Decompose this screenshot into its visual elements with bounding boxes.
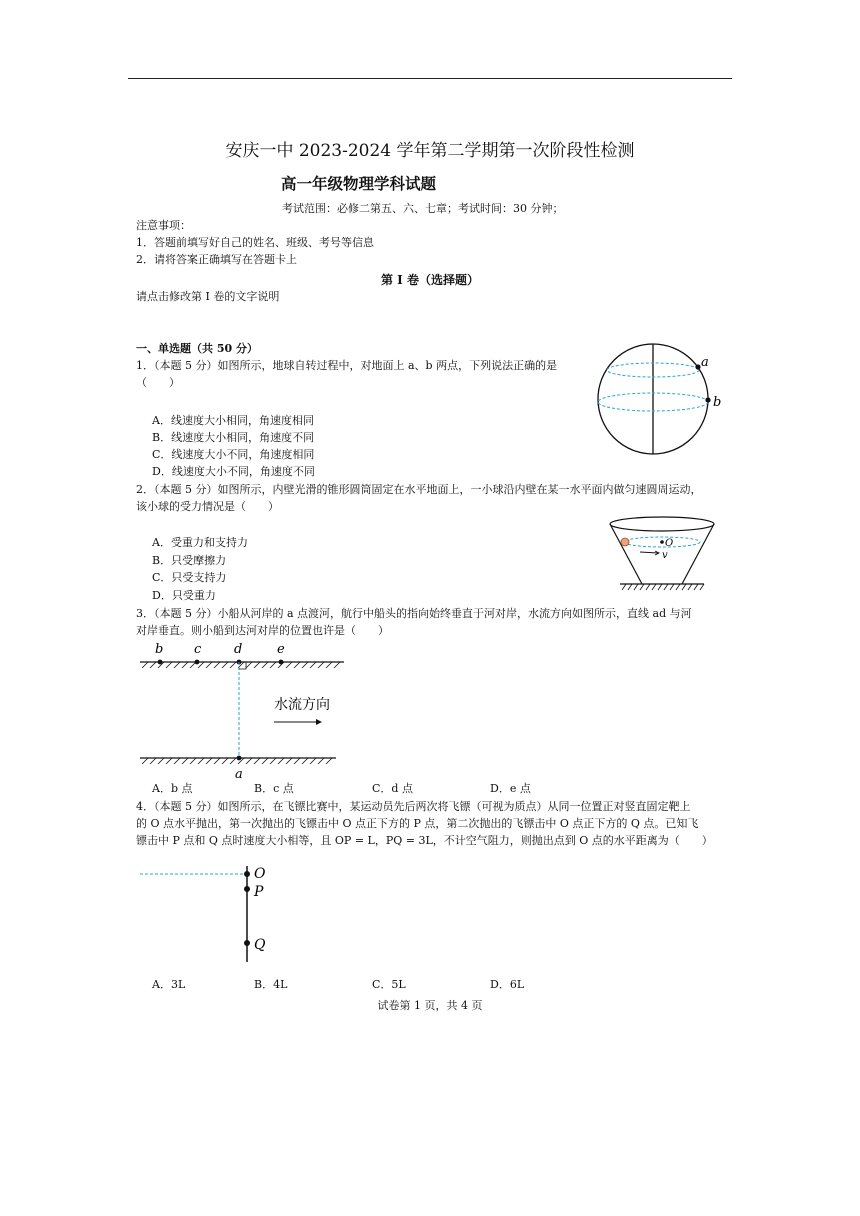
label-e: e [277,642,285,657]
earth-diagram [590,342,730,462]
q1-option-b[interactable]: B．线速度大小相同，角速度不同 [152,431,315,444]
label-c: c [194,642,202,657]
label-o: O [254,866,266,882]
exam-subtitle: 高一年级物理学科试题 [281,174,437,193]
flow-label: 水流方向 [274,697,330,713]
q2-option-a[interactable]: A．受重力和支持力 [152,536,248,549]
q3-option-b[interactable]: B．c 点 [254,782,294,795]
label-a: a [701,355,709,370]
q1-stem: 1．（本题 5 分）如图所示，地球自转过程中，对地面上 a、b 两点，下列说法正确的是 [136,359,558,372]
note-item: 1．答题前填写好自己的姓名、班级、考号等信息 [136,236,374,249]
label-a: a [235,767,243,782]
q2-option-c[interactable]: C．只受支持力 [152,571,227,584]
q3-stem-cont: 对岸垂直。则小船到达河对岸的位置也许是（ ） [136,624,389,637]
q4-option-d[interactable]: D．6L [490,978,525,991]
q1-option-a[interactable]: A．线速度大小相同，角速度相同 [152,414,314,427]
q1-stem-cont: （ ） [136,376,180,389]
label-b: b [713,395,722,410]
q4-option-b[interactable]: B．4L [254,978,288,991]
q3-option-c[interactable]: C．d 点 [372,782,413,795]
q3-stem: 3．（本题 5 分）小船从河岸的 a 点渡河，航行中船头的指向始终垂直于河对岸，水流方向如图所示，直线 ad 与河 [136,607,692,620]
notes-heading: 注意事项： [136,219,191,232]
point-a [695,364,700,369]
label-v: v [662,550,668,561]
q1-option-c[interactable]: C．线速度大小不同，角速度相同 [152,448,315,461]
label-b: b [155,642,164,657]
exam-title: 安庆一中 2023-2024 学年第二学期第一次阶段性检测 [225,141,635,161]
exam-scope: 考试范围：必修二第五、六、七章；考试时间：30 分钟； [282,202,564,215]
top-rule [128,78,732,79]
q4-option-a[interactable]: A．3L [152,978,186,991]
part-heading: 一、单选题（共 50 分） [136,342,258,355]
section-title: 第 I 卷（选择题） [381,273,479,287]
ball [621,538,629,546]
label-d: d [234,642,243,657]
q2-option-b[interactable]: B．只受摩擦力 [152,554,227,567]
label-p: P [254,884,264,900]
q2-option-d[interactable]: D．只受重力 [152,589,216,602]
page-footer: 试卷第 1 页，共 4 页 [377,999,483,1012]
q3-option-d[interactable]: D．e 点 [490,782,531,795]
q4-stem-cont2: 镖击中 P 点和 Q 点时速度大小相等，且 OP = L，PQ = 3L，不计空气阻力，则抛出点到 O 点的水平距离为（ ） [136,834,713,847]
river-diagram [136,638,351,783]
q4-stem-cont: 的 O 点水平抛出，第一次抛出的飞镖击中 O 点正下方的 P 点，第二次抛出的飞镖击中 O 点正下方的 Q 点。已知飞 [136,817,699,830]
q2-stem: 2．（本题 5 分）如图所示，内壁光滑的锥形圆筒固定在水平地面上，一小球沿内壁在某一水平面内做匀速圆周运动， [136,483,702,496]
point-b [705,397,710,402]
q1-option-d[interactable]: D．线速度大小不同，角速度不同 [152,465,315,478]
q3-option-a[interactable]: A．b 点 [152,782,193,795]
dart-diagram [136,862,286,970]
q4-stem: 4．（本题 5 分）如图所示，在飞镖比赛中，某运动员先后两次将飞镖（可视为质点）从同一位置正对竖直固定靶上 [136,800,691,813]
q2-stem-cont: 该小球的受力情况是（ ） [136,500,279,513]
q4-option-c[interactable]: C．5L [372,978,406,991]
cone-diagram [604,512,724,592]
label-q: Q [254,937,266,953]
section-note[interactable]: 请点击修改第 I 卷的文字说明 [136,290,280,303]
note-item: 2．请将答案正确填写在答题卡上 [136,253,297,266]
label-o: O [665,538,674,549]
